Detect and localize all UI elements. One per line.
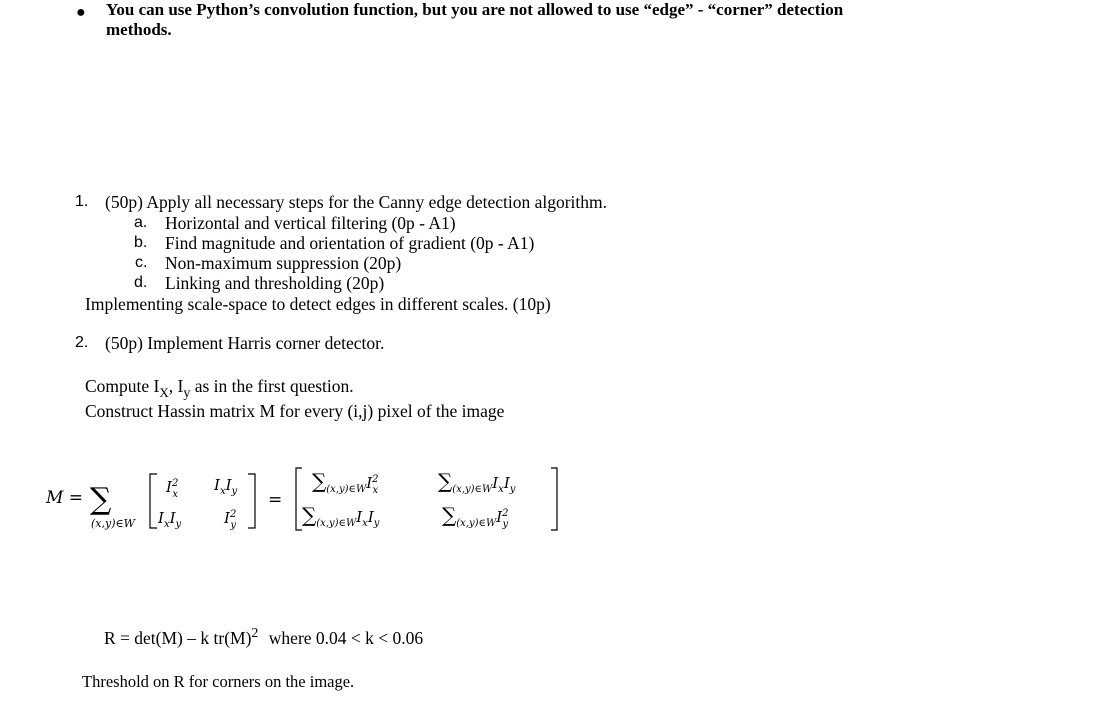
left-cell-21: $I_xI_y$ — [158, 509, 182, 530]
q2-title: (50p) Implement Harris corner detector. — [105, 333, 385, 353]
r-formula-text: R = det(M) – k tr(M) — [104, 627, 252, 648]
bullet-dot: ● — [76, 4, 86, 21]
harris-matrix-formula — [40, 460, 580, 540]
q2-sub-y: y — [183, 386, 191, 401]
threshold-line: Threshold on R for corners on the image. — [82, 672, 355, 691]
formula-sum-index: (x,y)∈W — [91, 517, 135, 530]
q1-sub-d-text: Linking and thresholding (20p) — [165, 273, 385, 293]
q1-sub-d-label: d. — [134, 274, 148, 291]
q2-compute-line — [85, 376, 354, 404]
q1-title: (50p) Apply all necessary steps for the Canny edge detection algorithm. — [105, 192, 608, 212]
q2-sub-x: X — [159, 385, 169, 400]
formula-sum-symbol: ∑ — [90, 482, 112, 517]
right-cell-11: $\sum_{(x,y)\in W}I^2$ x — [312, 469, 379, 496]
right-cell-12: $\sum_{(x,y)\in W}I_xI_y$ — [438, 469, 516, 495]
left-matrix-close-bracket — [248, 474, 255, 528]
q1-sub-b-label: b. — [134, 234, 148, 251]
formula-equals: = — [268, 490, 283, 510]
r-formula-condition: where 0.04 < k < 0.06 — [268, 627, 424, 648]
q2-comma: , I — [168, 376, 184, 396]
bullet-line-2: methods. — [106, 20, 172, 39]
r-formula-sup: 2 — [251, 626, 259, 641]
q2-construct-line: Construct Hassin matrix M for every (i,j) pixel of the image — [85, 401, 505, 421]
right-cell-21: $\sum_{(x,y)\in W}I_xI_y$ — [302, 503, 380, 529]
left-cell-12: $I_xI_y$ — [214, 476, 238, 497]
left-matrix-open-bracket — [150, 474, 157, 528]
bullet-line-1: You can use Python’s convolution function, but you are not allowed to use “edge” - “corner” detection — [106, 0, 844, 19]
formula-lhs: M = — [46, 488, 84, 508]
bullet-note — [106, 0, 843, 40]
q2-compute-end: as in the first question. — [190, 376, 354, 396]
left-cell-22: $I^2$ y — [224, 509, 237, 531]
right-matrix-close-bracket — [551, 468, 557, 530]
q1-number: 1. — [75, 193, 89, 210]
q1-sub-a-label: a. — [134, 214, 148, 231]
q2-number: 2. — [75, 334, 89, 351]
q1-sub-b-text: Find magnitude and orientation of gradient (0p - A1) — [165, 233, 535, 253]
right-cell-22: $\sum_{(x,y)\in W}I^2$ y — [442, 503, 509, 530]
left-cell-11: $I^2$ x — [166, 478, 179, 500]
q1-sub-a-text: Horizontal and vertical filtering (0p - A1) — [165, 213, 456, 233]
q1-sub-c-text: Non-maximum suppression (20p) — [165, 253, 402, 273]
r-formula — [104, 626, 423, 649]
q1-sub-c-label: c. — [135, 254, 148, 271]
q2-compute-text: Compute I — [85, 376, 160, 396]
q1-scale-space: Implementing scale-space to detect edges in different scales. (10p) — [85, 294, 551, 314]
